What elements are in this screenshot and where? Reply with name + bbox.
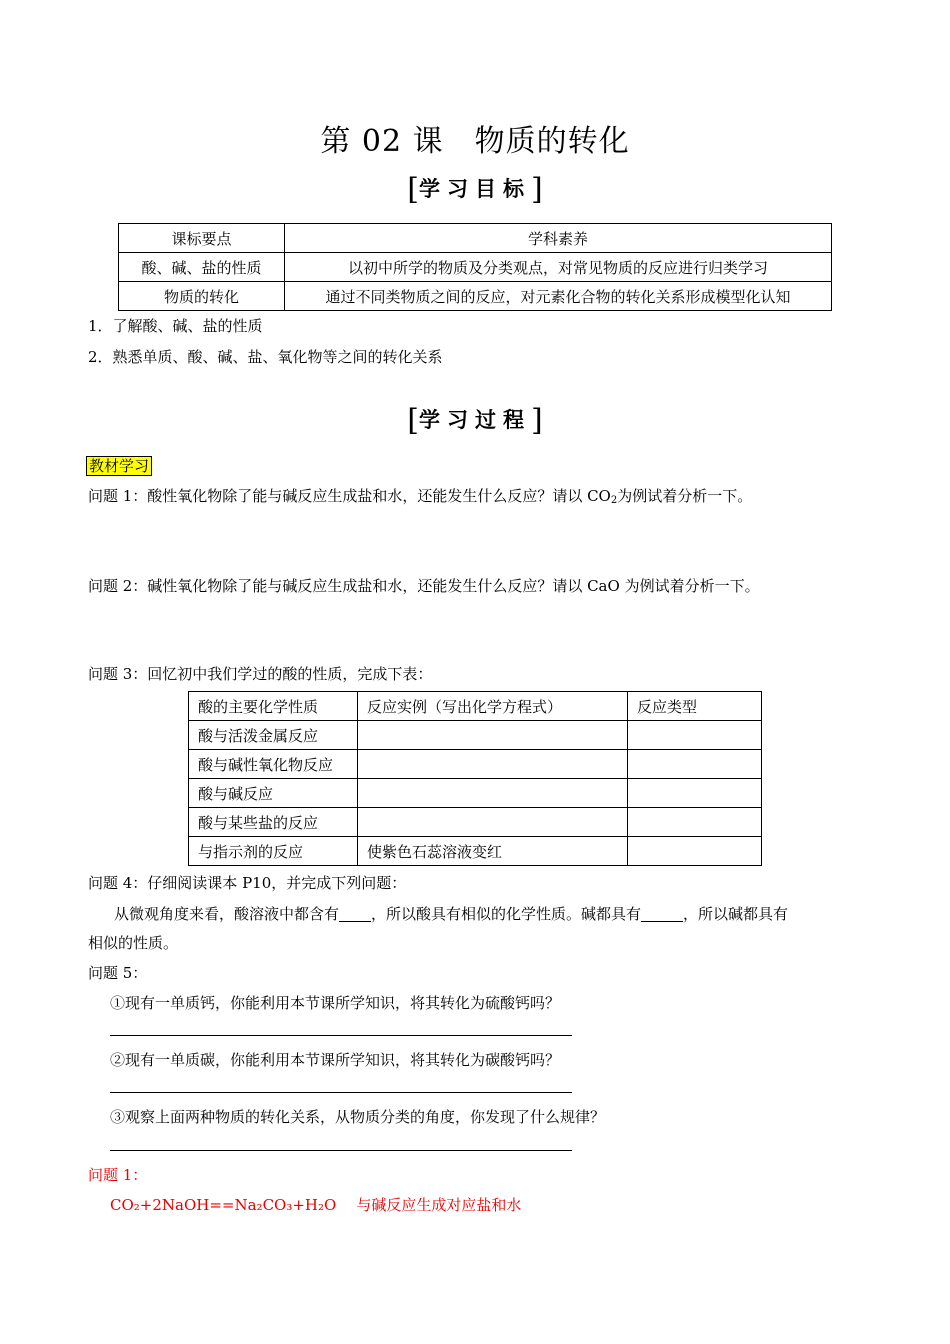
goals-table (118, 223, 832, 311)
acid-properties-table (188, 691, 762, 866)
table-row (119, 282, 832, 311)
acid-header-cell: 酸的主要化学性质 (189, 692, 358, 721)
table-cell: 酸、碱、盐的性质 (119, 253, 285, 282)
learning-goals-banner: [学习目标] (407, 172, 543, 207)
acid-header-cell: 反应类型 (628, 692, 762, 721)
answer-body (110, 1194, 521, 1215)
table-cell: 酸与碱性氧化物反应 (189, 750, 358, 779)
answer-line-1[interactable] (110, 1035, 572, 1036)
question-4-title: 问题 4：仔细阅读课本 P10，并完成下列问题： (88, 874, 407, 892)
table-cell: 酸与某些盐的反应 (189, 808, 358, 837)
question-1-text: 问题 1：酸性氧化物除了能与碱反应生成盐和水，还能发生什么反应？请以 CO (88, 487, 611, 505)
question-5-item-3: ③观察上面两种物质的转化关系，从物质分类的角度，你发现了什么规律？ (110, 1108, 606, 1126)
table-cell: 酸与活泼金属反应 (189, 721, 358, 750)
answer-blank-cell[interactable] (628, 721, 762, 750)
answer-line-2[interactable] (110, 1092, 572, 1093)
table-row (189, 808, 762, 837)
acid-table-header (189, 692, 762, 721)
section-tag-label: 教材学习 (86, 456, 152, 476)
answer-blank-cell[interactable] (628, 750, 762, 779)
learning-process-banner: [学习过程] (407, 403, 543, 438)
answer-blank-cell[interactable] (358, 721, 628, 750)
answer-blank-cell[interactable] (358, 750, 628, 779)
table-row (189, 721, 762, 750)
table-row (189, 750, 762, 779)
table-row (189, 779, 762, 808)
question-5-title: 问题 5： (88, 964, 148, 982)
question-2: 问题 2：碱性氧化物除了能与碱反应生成盐和水，还能发生什么反应？请以 CaO 为例试着分析一下。 (88, 577, 760, 595)
question-5-item-1: ①现有一单质钙，你能利用本节课所学知识，将其转化为硫酸钙吗？ (110, 994, 561, 1012)
answer-blank-cell[interactable] (628, 808, 762, 837)
table-row (119, 253, 832, 282)
question-4-body (114, 903, 788, 924)
fill-blank-1[interactable] (339, 905, 371, 922)
goals-header-cell: 学科素养 (285, 224, 832, 253)
answer-line-3[interactable] (110, 1150, 572, 1151)
answer-blank-cell[interactable] (628, 837, 762, 866)
table-cell: 物质的转化 (119, 282, 285, 311)
acid-header-cell: 反应实例（写出化学方程式） (358, 692, 628, 721)
objective-1: 1．了解酸、碱、盐的性质 (88, 317, 263, 335)
answer-note: 与碱反应生成对应盐和水 (356, 1196, 522, 1214)
question-1-subscript: 2 (610, 495, 618, 506)
answer-blank-cell[interactable] (628, 779, 762, 808)
table-cell: 使紫色石蕊溶液变红 (358, 837, 628, 866)
table-cell: 与指示剂的反应 (189, 837, 358, 866)
table-cell: 通过不同类物质之间的反应，对元素化合物的转化关系形成模型化认知 (285, 282, 832, 311)
page-title: 第 02 课 物质的转化 (320, 124, 630, 159)
question-4-text: 从微观角度来看，酸溶液中都含有 (114, 905, 340, 923)
table-cell: 酸与碱反应 (189, 779, 358, 808)
table-cell: 以初中所学的物质及分类观点，对常见物质的反应进行归类学习 (285, 253, 832, 282)
objective-2: 2．熟悉单质、酸、碱、盐、氧化物等之间的转化关系 (88, 348, 443, 366)
question-4-text: ，所以碱都具有 (683, 905, 789, 923)
goals-table-header (119, 224, 832, 253)
question-3: 问题 3：回忆初中我们学过的酸的性质，完成下表： (88, 665, 433, 683)
goals-header-cell: 课标要点 (119, 224, 285, 253)
table-row (189, 837, 762, 866)
answer-title: 问题 1： (88, 1166, 148, 1184)
fill-blank-2[interactable] (641, 905, 683, 922)
question-1 (88, 485, 752, 506)
learning-process-label: 学习过程 (419, 408, 531, 432)
section-tag (86, 455, 152, 476)
answer-blank-cell[interactable] (358, 779, 628, 808)
learning-goals-label: 学习目标 (419, 177, 531, 201)
answer-equation: CO₂+2NaOH==Na₂CO₃+H₂O (110, 1196, 337, 1214)
question-4-line2: 相似的性质。 (88, 934, 179, 952)
question-5-item-2: ②现有一单质碳，你能利用本节课所学知识，将其转化为碳酸钙吗？ (110, 1051, 561, 1069)
question-4-text: ，所以酸具有相似的化学性质。碱都具有 (371, 905, 642, 923)
question-1-suffix: 为例试着分析一下。 (617, 487, 753, 505)
answer-blank-cell[interactable] (358, 808, 628, 837)
